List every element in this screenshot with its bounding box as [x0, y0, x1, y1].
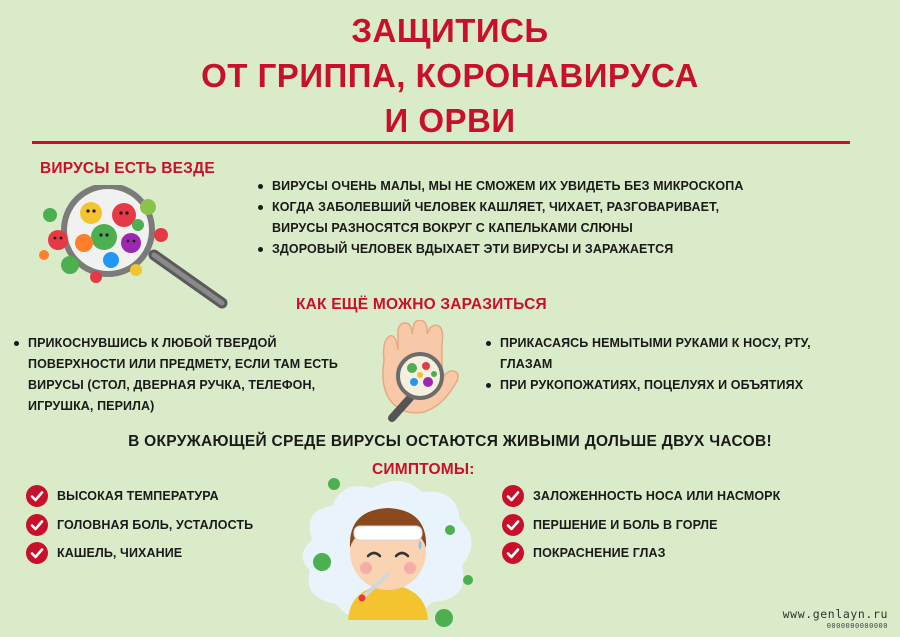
symptoms-left-list — [26, 482, 306, 568]
symptom-label: ПЕРШЕНИЕ И БОЛЬ В ГОРЛЕ — [533, 517, 718, 532]
hand-magnifier-icon — [362, 320, 472, 425]
symptom-label: ГОЛОВНАЯ БОЛЬ, УСТАЛОСТЬ — [57, 517, 254, 532]
check-circle-icon — [26, 514, 48, 536]
symptom-label: ПОКРАСНЕНИЕ ГЛАЗ — [533, 546, 666, 561]
how-else-right-list — [484, 333, 844, 396]
symptoms-right-list — [502, 482, 822, 568]
check-circle-icon — [502, 485, 524, 507]
survival-note: В ОКРУЖАЮЩЕЙ СРЕДЕ ВИРУСЫ ОСТАЮТСЯ ЖИВЫМИ ДОЛЬШЕ ДВУХ ЧАСОВ! — [128, 433, 772, 450]
magnifier-viruses-icon — [36, 185, 236, 315]
check-circle-icon — [502, 514, 524, 536]
list-item — [502, 539, 822, 568]
how-else-heading: КАК ЕЩЁ МОЖНО ЗАРАЗИТЬСЯ — [296, 296, 547, 313]
check-circle-icon — [26, 485, 48, 507]
title-line-3: И ОРВИ — [384, 102, 516, 139]
list-item: ПРИКАСАЯСЬ НЕМЫТЫМИ РУКАМИ К НОСУ, РТУ, ГЛАЗАМ — [484, 333, 844, 375]
viruses-heading: ВИРУСЫ ЕСТЬ ВЕЗДЕ — [40, 160, 215, 177]
how-else-left-list — [12, 333, 357, 417]
list-item: ПРИКОСНУВШИСЬ К ЛЮБОЙ ТВЕРДОЙ ПОВЕРХНОСТИ ИЛИ ПРЕДМЕТУ, ЕСЛИ ТАМ ЕСТЬ ВИРУСЫ (СТОЛ, ДВЕРНАЯ РУЧКА, ТЕЛЕФОН, ИГРУШКА, ПЕРИЛА) — [12, 333, 357, 417]
symptom-label: ВЫСОКАЯ ТЕМПЕРАТУРА — [57, 489, 219, 504]
viruses-list — [256, 176, 776, 260]
symptom-label: ЗАЛОЖЕННОСТЬ НОСА ИЛИ НАСМОРК — [533, 489, 781, 504]
page-title — [0, 8, 900, 143]
list-item — [502, 511, 822, 540]
check-circle-icon — [26, 542, 48, 564]
symptom-label: КАШЕЛЬ, ЧИХАНИЕ — [57, 546, 183, 561]
title-divider — [32, 141, 850, 144]
title-line-2: ОТ ГРИППА, КОРОНАВИРУСА — [201, 57, 699, 94]
footer-code: 0000000000000 — [826, 622, 888, 630]
list-item: ВИРУСЫ ОЧЕНЬ МАЛЫ, МЫ НЕ СМОЖЕМ ИХ УВИДЕТЬ БЕЗ МИКРОСКОПА — [256, 176, 776, 197]
list-item: КОГДА ЗАБОЛЕВШИЙ ЧЕЛОВЕК КАШЛЯЕТ, ЧИХАЕТ, РАЗГОВАРИВАЕТ, ВИРУСЫ РАЗНОСЯТСЯ ВОКРУГ С КАПЕЛЬКАМИ СЛЮНЫ — [256, 197, 776, 239]
list-item: ЗДОРОВЫЙ ЧЕЛОВЕК ВДЫХАЕТ ЭТИ ВИРУСЫ И ЗАРАЖАЕТСЯ — [256, 239, 776, 260]
list-item — [26, 482, 306, 511]
list-item: ПРИ РУКОПОЖАТИЯХ, ПОЦЕЛУЯХ И ОБЪЯТИЯХ — [484, 375, 844, 396]
check-circle-icon — [502, 542, 524, 564]
list-item — [26, 511, 306, 540]
footer-site: www.genlayn.ru — [782, 607, 888, 621]
sick-child-icon — [292, 470, 484, 630]
symptoms-heading: СИМПТОМЫ: — [372, 461, 475, 478]
title-line-1: ЗАЩИТИСЬ — [351, 12, 549, 49]
list-item — [26, 539, 306, 568]
list-item — [502, 482, 822, 511]
